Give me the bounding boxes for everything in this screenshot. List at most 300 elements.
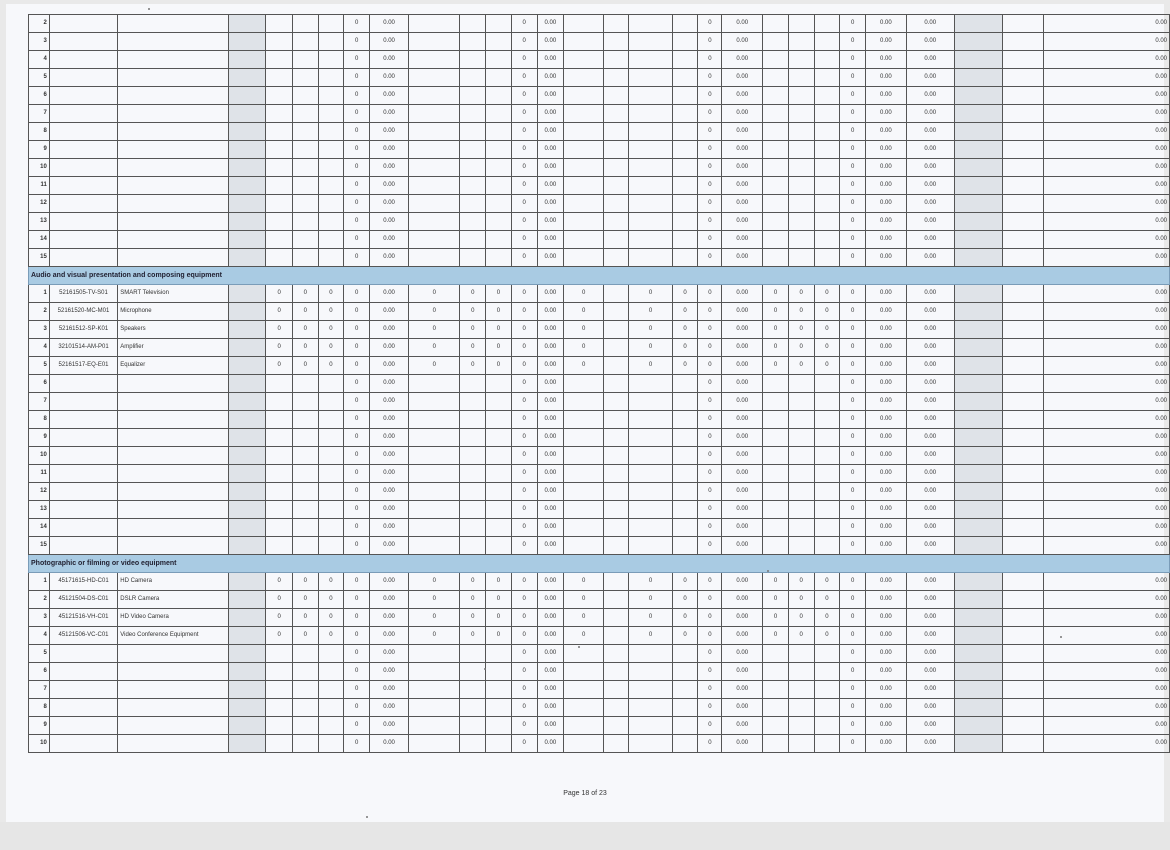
- amount-cell: 0.00: [906, 663, 954, 681]
- amount-cell: 0.00: [537, 195, 564, 213]
- amount-cell: 0.00: [370, 717, 409, 735]
- quantity-cell: 0: [763, 303, 789, 321]
- table-row: [29, 429, 1170, 447]
- empty-cell: [1002, 483, 1043, 501]
- item-description: [118, 69, 228, 87]
- amount-cell: 0.00: [370, 699, 409, 717]
- quantity-cell: [409, 645, 460, 663]
- quantity-cell: [788, 123, 814, 141]
- quantity-cell: [486, 51, 512, 69]
- row-total-amount: 0.00: [1044, 159, 1170, 177]
- quantity-cell: [788, 105, 814, 123]
- quantity-cell: [814, 465, 840, 483]
- quantity-cell: [409, 663, 460, 681]
- quantity-cell: [814, 411, 840, 429]
- quantity-cell: [292, 483, 318, 501]
- row-number: 7: [29, 105, 50, 123]
- quantity-cell: [814, 375, 840, 393]
- quantity-cell: 0: [318, 285, 344, 303]
- quantity-cell: [564, 159, 604, 177]
- item-description: Equalizer: [118, 357, 228, 375]
- empty-cell: [1002, 231, 1043, 249]
- empty-cell: [604, 159, 629, 177]
- empty-cell: [604, 519, 629, 537]
- empty-cell: [1002, 87, 1043, 105]
- amount-cell: 0.00: [906, 105, 954, 123]
- empty-cell: [604, 213, 629, 231]
- quantity-cell: 0: [318, 321, 344, 339]
- shaded-cell: [228, 465, 266, 483]
- quantity-total-cell: 0: [698, 33, 722, 51]
- amount-cell: 0.00: [865, 33, 906, 51]
- amount-cell: 0.00: [865, 411, 906, 429]
- quantity-total-cell: 0: [698, 339, 722, 357]
- row-total-amount: 0.00: [1044, 375, 1170, 393]
- quantity-cell: 0: [318, 627, 344, 645]
- quantity-cell: 0: [292, 357, 318, 375]
- quantity-total-cell: 0: [840, 429, 866, 447]
- quantity-cell: [814, 537, 840, 555]
- quantity-cell: [763, 429, 789, 447]
- item-description: [118, 537, 228, 555]
- quantity-cell: [672, 429, 698, 447]
- quantity-cell: [292, 717, 318, 735]
- quantity-cell: 0: [266, 573, 293, 591]
- shaded-cell: [228, 159, 266, 177]
- amount-cell: 0.00: [370, 573, 409, 591]
- table-row: [29, 519, 1170, 537]
- amount-cell: 0.00: [906, 483, 954, 501]
- row-total-amount: 0.00: [1044, 501, 1170, 519]
- amount-cell: 0.00: [865, 339, 906, 357]
- quantity-total-cell: 0: [840, 357, 866, 375]
- quantity-total-cell: 0: [698, 447, 722, 465]
- quantity-total-cell: 0: [698, 609, 722, 627]
- quantity-cell: [629, 195, 672, 213]
- quantity-total-cell: 0: [511, 681, 537, 699]
- empty-cell: [604, 15, 629, 33]
- amount-cell: 0.00: [370, 51, 409, 69]
- amount-cell: 0.00: [370, 15, 409, 33]
- quantity-cell: 0: [814, 339, 840, 357]
- quantity-cell: [763, 717, 789, 735]
- quantity-cell: [460, 483, 486, 501]
- empty-cell: [604, 249, 629, 267]
- empty-cell: [604, 699, 629, 717]
- quantity-cell: 0: [763, 357, 789, 375]
- amount-cell: 0.00: [906, 591, 954, 609]
- quantity-total-cell: 0: [840, 735, 866, 753]
- quantity-cell: [460, 447, 486, 465]
- row-total-amount: 0.00: [1044, 357, 1170, 375]
- item-description: [118, 717, 228, 735]
- amount-cell: 0.00: [537, 339, 564, 357]
- quantity-cell: 0: [460, 339, 486, 357]
- empty-cell: [1002, 393, 1043, 411]
- quantity-total-cell: 0: [698, 69, 722, 87]
- quantity-cell: [292, 213, 318, 231]
- quantity-total-cell: 0: [698, 573, 722, 591]
- shaded-cell: [954, 393, 1002, 411]
- quantity-cell: [672, 375, 698, 393]
- amount-cell: 0.00: [722, 123, 763, 141]
- quantity-cell: [318, 735, 344, 753]
- quantity-cell: [672, 231, 698, 249]
- amount-cell: 0.00: [537, 393, 564, 411]
- quantity-cell: [318, 141, 344, 159]
- amount-cell: 0.00: [865, 69, 906, 87]
- quantity-cell: [460, 645, 486, 663]
- amount-cell: 0.00: [370, 591, 409, 609]
- amount-cell: 0.00: [865, 303, 906, 321]
- quantity-cell: [486, 375, 512, 393]
- row-number: 1: [29, 573, 50, 591]
- quantity-cell: [814, 141, 840, 159]
- row-total-amount: 0.00: [1044, 447, 1170, 465]
- item-code: [49, 393, 117, 411]
- quantity-cell: [318, 195, 344, 213]
- quantity-total-cell: 0: [698, 717, 722, 735]
- amount-cell: 0.00: [722, 159, 763, 177]
- amount-cell: 0.00: [722, 321, 763, 339]
- quantity-cell: 0: [564, 339, 604, 357]
- quantity-total-cell: 0: [511, 429, 537, 447]
- shaded-cell: [954, 645, 1002, 663]
- quantity-cell: [814, 105, 840, 123]
- quantity-total-cell: 0: [840, 123, 866, 141]
- amount-cell: 0.00: [865, 141, 906, 159]
- quantity-cell: [318, 411, 344, 429]
- amount-cell: 0.00: [906, 15, 954, 33]
- quantity-cell: [788, 465, 814, 483]
- amount-cell: 0.00: [865, 285, 906, 303]
- empty-cell: [604, 717, 629, 735]
- amount-cell: 0.00: [906, 447, 954, 465]
- amount-cell: 0.00: [722, 33, 763, 51]
- quantity-total-cell: 0: [840, 159, 866, 177]
- quantity-total-cell: 0: [511, 393, 537, 411]
- quantity-cell: [460, 375, 486, 393]
- amount-cell: 0.00: [865, 483, 906, 501]
- quantity-cell: [460, 663, 486, 681]
- quantity-cell: [318, 699, 344, 717]
- item-code: 45121504-DS-C01: [49, 591, 117, 609]
- quantity-total-cell: 0: [511, 663, 537, 681]
- quantity-cell: [672, 447, 698, 465]
- item-code: [49, 375, 117, 393]
- quantity-cell: [788, 249, 814, 267]
- shaded-cell: [954, 447, 1002, 465]
- empty-cell: [1002, 141, 1043, 159]
- quantity-total-cell: 0: [698, 195, 722, 213]
- table-row: [29, 69, 1170, 87]
- quantity-cell: [564, 375, 604, 393]
- equipment-table: [28, 14, 1170, 753]
- shaded-cell: [954, 231, 1002, 249]
- amount-cell: 0.00: [865, 447, 906, 465]
- quantity-cell: [629, 105, 672, 123]
- item-description: SMART Television: [118, 285, 228, 303]
- quantity-cell: [266, 51, 293, 69]
- quantity-cell: [318, 15, 344, 33]
- shaded-cell: [954, 519, 1002, 537]
- row-total-amount: 0.00: [1044, 195, 1170, 213]
- quantity-cell: [672, 519, 698, 537]
- quantity-cell: [564, 15, 604, 33]
- quantity-cell: 0: [814, 303, 840, 321]
- quantity-total-cell: 0: [840, 33, 866, 51]
- quantity-cell: [318, 645, 344, 663]
- amount-cell: 0.00: [865, 393, 906, 411]
- row-total-amount: 0.00: [1044, 573, 1170, 591]
- table-row: [29, 483, 1170, 501]
- quantity-cell: [629, 231, 672, 249]
- amount-cell: 0.00: [865, 105, 906, 123]
- table-row: [29, 87, 1170, 105]
- shaded-cell: [954, 375, 1002, 393]
- quantity-cell: [486, 411, 512, 429]
- shaded-cell: [228, 69, 266, 87]
- quantity-cell: [409, 537, 460, 555]
- shaded-cell: [954, 699, 1002, 717]
- quantity-cell: [564, 699, 604, 717]
- quantity-total-cell: 0: [344, 717, 370, 735]
- row-number: 9: [29, 429, 50, 447]
- quantity-cell: [409, 177, 460, 195]
- shaded-cell: [954, 465, 1002, 483]
- item-code: [49, 123, 117, 141]
- quantity-cell: 0: [266, 303, 293, 321]
- quantity-cell: [486, 447, 512, 465]
- quantity-cell: [763, 177, 789, 195]
- quantity-cell: [672, 51, 698, 69]
- quantity-cell: [460, 231, 486, 249]
- quantity-cell: [788, 501, 814, 519]
- item-code: [49, 501, 117, 519]
- quantity-cell: [318, 717, 344, 735]
- empty-cell: [1002, 465, 1043, 483]
- quantity-cell: [629, 465, 672, 483]
- quantity-cell: [409, 465, 460, 483]
- quantity-total-cell: 0: [840, 393, 866, 411]
- quantity-total-cell: 0: [840, 87, 866, 105]
- row-number: 4: [29, 339, 50, 357]
- quantity-cell: [266, 393, 293, 411]
- quantity-cell: [409, 429, 460, 447]
- row-total-amount: 0.00: [1044, 249, 1170, 267]
- shaded-cell: [228, 105, 266, 123]
- amount-cell: 0.00: [865, 501, 906, 519]
- quantity-cell: 0: [763, 609, 789, 627]
- quantity-cell: 0: [814, 609, 840, 627]
- quantity-cell: [292, 249, 318, 267]
- quantity-total-cell: 0: [511, 357, 537, 375]
- quantity-total-cell: 0: [344, 69, 370, 87]
- table-row: [29, 339, 1170, 357]
- amount-cell: 0.00: [722, 69, 763, 87]
- amount-cell: 0.00: [537, 15, 564, 33]
- empty-cell: [604, 627, 629, 645]
- shaded-cell: [954, 51, 1002, 69]
- item-code: [49, 141, 117, 159]
- empty-cell: [604, 321, 629, 339]
- item-code: 52161505-TV-S01: [49, 285, 117, 303]
- empty-cell: [1002, 321, 1043, 339]
- quantity-cell: [763, 141, 789, 159]
- quantity-cell: 0: [266, 285, 293, 303]
- shaded-cell: [228, 681, 266, 699]
- item-code: [49, 735, 117, 753]
- item-description: [118, 231, 228, 249]
- amount-cell: 0.00: [722, 285, 763, 303]
- quantity-cell: [763, 15, 789, 33]
- quantity-cell: 0: [564, 609, 604, 627]
- quantity-total-cell: 0: [511, 465, 537, 483]
- empty-cell: [604, 573, 629, 591]
- quantity-total-cell: 0: [698, 51, 722, 69]
- quantity-cell: [672, 123, 698, 141]
- quantity-cell: [672, 483, 698, 501]
- quantity-cell: [460, 159, 486, 177]
- quantity-cell: [460, 51, 486, 69]
- quantity-cell: 0: [788, 627, 814, 645]
- quantity-total-cell: 0: [840, 303, 866, 321]
- empty-cell: [1002, 447, 1043, 465]
- row-total-amount: 0.00: [1044, 213, 1170, 231]
- quantity-cell: 0: [763, 285, 789, 303]
- empty-cell: [1002, 51, 1043, 69]
- empty-cell: [604, 357, 629, 375]
- quantity-cell: [266, 213, 293, 231]
- amount-cell: 0.00: [370, 465, 409, 483]
- item-description: HD Video Camera: [118, 609, 228, 627]
- amount-cell: 0.00: [537, 285, 564, 303]
- quantity-cell: [672, 537, 698, 555]
- amount-cell: 0.00: [865, 537, 906, 555]
- quantity-total-cell: 0: [698, 105, 722, 123]
- amount-cell: 0.00: [537, 159, 564, 177]
- quantity-cell: [292, 465, 318, 483]
- amount-cell: 0.00: [906, 249, 954, 267]
- quantity-cell: 0: [460, 627, 486, 645]
- quantity-total-cell: 0: [698, 231, 722, 249]
- quantity-cell: [564, 231, 604, 249]
- quantity-cell: [292, 447, 318, 465]
- quantity-total-cell: 0: [511, 303, 537, 321]
- empty-cell: [1002, 33, 1043, 51]
- quantity-cell: [409, 195, 460, 213]
- scan-speck: [1060, 636, 1062, 638]
- amount-cell: 0.00: [370, 429, 409, 447]
- quantity-total-cell: 0: [344, 123, 370, 141]
- quantity-cell: [460, 177, 486, 195]
- item-description: Speakers: [118, 321, 228, 339]
- amount-cell: 0.00: [722, 231, 763, 249]
- amount-cell: 0.00: [906, 627, 954, 645]
- empty-cell: [604, 231, 629, 249]
- amount-cell: 0.00: [370, 321, 409, 339]
- empty-cell: [604, 177, 629, 195]
- empty-cell: [604, 69, 629, 87]
- quantity-total-cell: 0: [344, 483, 370, 501]
- table-row: [29, 393, 1170, 411]
- scan-speck: [366, 816, 368, 818]
- quantity-cell: [564, 537, 604, 555]
- row-number: 7: [29, 393, 50, 411]
- item-description: [118, 393, 228, 411]
- amount-cell: 0.00: [906, 87, 954, 105]
- quantity-total-cell: 0: [511, 69, 537, 87]
- quantity-total-cell: 0: [840, 375, 866, 393]
- empty-cell: [604, 51, 629, 69]
- shaded-cell: [228, 123, 266, 141]
- shaded-cell: [954, 15, 1002, 33]
- quantity-cell: [788, 519, 814, 537]
- quantity-total-cell: 0: [344, 447, 370, 465]
- table-row: [29, 627, 1170, 645]
- item-code: [49, 195, 117, 213]
- quantity-total-cell: 0: [511, 339, 537, 357]
- quantity-cell: [763, 663, 789, 681]
- quantity-cell: [788, 645, 814, 663]
- quantity-cell: [629, 717, 672, 735]
- quantity-cell: 0: [409, 285, 460, 303]
- amount-cell: 0.00: [865, 321, 906, 339]
- quantity-cell: [409, 105, 460, 123]
- quantity-cell: [814, 195, 840, 213]
- shaded-cell: [228, 321, 266, 339]
- quantity-cell: [318, 393, 344, 411]
- quantity-cell: [763, 33, 789, 51]
- empty-cell: [1002, 537, 1043, 555]
- quantity-total-cell: 0: [840, 699, 866, 717]
- quantity-total-cell: 0: [511, 645, 537, 663]
- quantity-cell: [318, 213, 344, 231]
- shaded-cell: [228, 519, 266, 537]
- quantity-cell: [409, 411, 460, 429]
- amount-cell: 0.00: [370, 627, 409, 645]
- amount-cell: 0.00: [370, 537, 409, 555]
- quantity-cell: [266, 699, 293, 717]
- item-code: 52161520-MC-M01: [49, 303, 117, 321]
- quantity-cell: [763, 123, 789, 141]
- scan-speck: [148, 8, 150, 10]
- quantity-cell: 0: [629, 609, 672, 627]
- amount-cell: 0.00: [722, 15, 763, 33]
- amount-cell: 0.00: [537, 735, 564, 753]
- quantity-cell: [460, 69, 486, 87]
- amount-cell: 0.00: [722, 213, 763, 231]
- shaded-cell: [228, 249, 266, 267]
- item-description: [118, 411, 228, 429]
- row-total-amount: 0.00: [1044, 537, 1170, 555]
- empty-cell: [604, 735, 629, 753]
- quantity-cell: [266, 231, 293, 249]
- quantity-total-cell: 0: [511, 609, 537, 627]
- shaded-cell: [954, 213, 1002, 231]
- quantity-cell: [409, 501, 460, 519]
- quantity-total-cell: 0: [840, 573, 866, 591]
- item-code: 45121506-VC-C01: [49, 627, 117, 645]
- amount-cell: 0.00: [722, 627, 763, 645]
- quantity-cell: [486, 231, 512, 249]
- shaded-cell: [954, 537, 1002, 555]
- shaded-cell: [228, 627, 266, 645]
- quantity-cell: [292, 645, 318, 663]
- quantity-cell: 0: [486, 591, 512, 609]
- quantity-cell: [292, 393, 318, 411]
- quantity-cell: [292, 33, 318, 51]
